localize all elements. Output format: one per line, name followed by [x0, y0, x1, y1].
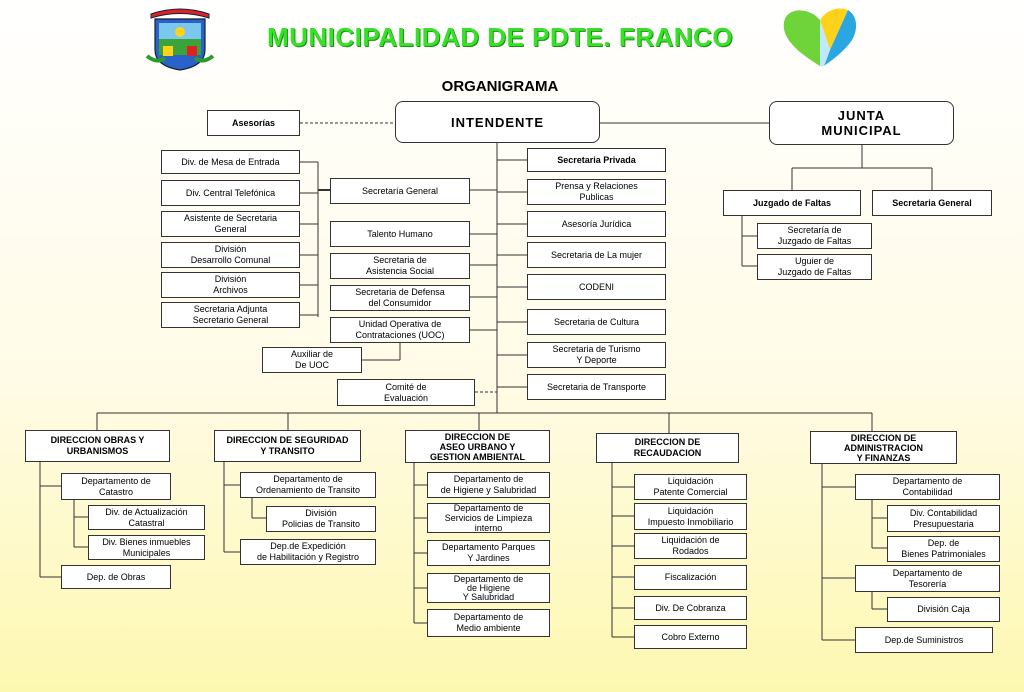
- junta-secretaria-general-box: Secretaria General: [872, 190, 992, 216]
- direction-2-item-3: Dep.de Expedición de Habilitación y Registro: [240, 539, 376, 565]
- direction-3-item-3: Departamento Parques Y Jardines: [427, 540, 550, 566]
- direction-4-item-2: Liquidación Impuesto Inmobiliario: [634, 503, 747, 530]
- direction-4-item-5: Div. De Cobranza: [634, 596, 747, 620]
- center-left-box-5: Unidad Operativa de Contrataciones (UOC): [330, 317, 470, 343]
- direction-4-title: DIRECCION DE RECAUDACION: [596, 433, 739, 463]
- center-right-box-1: Secretaria Privada: [527, 148, 666, 172]
- direction-5-title: DIRECCION DE ADMINISTRACION Y FINANZAS: [810, 431, 957, 464]
- direction-3-item-1: Departamento de de Higiene y Salubridad: [427, 472, 550, 498]
- left-box-5: División Archivos: [161, 272, 300, 298]
- direction-1-item-3: Div. Bienes inmuebles Municipales: [88, 535, 205, 560]
- left-box-2: Div. Central Telefónica: [161, 180, 300, 206]
- direction-3-item-5: Departamento de Medio ambiente: [427, 609, 550, 637]
- direction-2-item-1: Departamento de Ordenamiento de Transito: [240, 472, 376, 498]
- direction-3-item-2: Departamento de Servicios de Limpieza interno: [427, 503, 550, 533]
- direction-4-item-6: Cobro Externo: [634, 625, 747, 649]
- direction-1-item-2: Div. de Actualización Catastral: [88, 505, 205, 530]
- asesorias-box: Asesorías: [207, 110, 300, 136]
- direction-3-item-4: Departamento de de Higiene Y Salubridad: [427, 573, 550, 603]
- direction-3-title: DIRECCION DE ASEO URBANO Y GESTION AMBIENTAL: [405, 430, 550, 463]
- left-box-4: División Desarrollo Comunal: [161, 242, 300, 268]
- direction-5-item-2: Div. Contabilidad Presupuestaria: [887, 505, 1000, 532]
- center-right-box-7: Secretaria de Turismo Y Deporte: [527, 342, 666, 368]
- auxiliar-uoc-box: Auxiliar de De UOC: [262, 347, 362, 373]
- center-right-box-2: Prensa y Relaciones Publicas: [527, 179, 666, 205]
- direction-1-item-4: Dep. de Obras: [61, 565, 171, 589]
- junta-municipal-box: JUNTA MUNICIPAL: [769, 101, 954, 145]
- municipal-shield-logo: [145, 6, 215, 72]
- left-box-1: Div. de Mesa de Entrada: [161, 150, 300, 174]
- direction-1-item-1: Departamento de Catastro: [61, 473, 171, 500]
- center-right-box-8: Secretaria de Transporte: [527, 374, 666, 400]
- left-box-6: Secretaria Adjunta Secretario General: [161, 302, 300, 328]
- center-left-box-4: Secretaria de Defensa del Consumidor: [330, 285, 470, 311]
- direction-5-item-3: Dep. de Bienes Patrimoniales: [887, 536, 1000, 562]
- direction-2-title: DIRECCION DE SEGURIDAD Y TRANSITO: [214, 430, 361, 462]
- direction-2-item-2: División Policias de Transito: [266, 506, 376, 532]
- center-left-box-2: Talento Humano: [330, 221, 470, 247]
- chart-subtitle: ORGANIGRAMA: [441, 78, 559, 95]
- direction-5-item-4: Departamento de Tesorería: [855, 565, 1000, 592]
- juzgado-faltas-box: Juzgado de Faltas: [723, 190, 861, 216]
- center-right-box-3: Asesoría Jurídica: [527, 211, 666, 237]
- page-title: MUNICIPALIDAD DE PDTE. FRANCO: [266, 22, 734, 52]
- comite-evaluacion-box: Comité de Evaluación: [337, 379, 475, 406]
- left-box-3: Asistente de Secretaria General: [161, 211, 300, 237]
- direction-5-item-1: Departamento de Contabilidad: [855, 474, 1000, 500]
- center-left-box-3: Secretaria de Asistencia Social: [330, 253, 470, 279]
- direction-1-title: DIRECCION OBRAS Y URBANISMOS: [25, 430, 170, 462]
- secretaria-juzgado-box: Secretaría de Juzgado de Faltas: [757, 223, 872, 249]
- direction-4-item-1: Liquidación Patente Comercial: [634, 474, 747, 500]
- heart-logo: [780, 4, 860, 70]
- uguier-juzgado-box: Uguier de Juzgado de Faltas: [757, 254, 872, 280]
- center-right-box-4: Secretaria de La mujer: [527, 242, 666, 268]
- direction-5-item-6: Dep.de Suministros: [855, 627, 993, 653]
- center-right-box-6: Secretaria de Cultura: [527, 309, 666, 335]
- direction-5-item-5: División Caja: [887, 597, 1000, 622]
- center-left-box-1: Secretaría General: [330, 178, 470, 204]
- direction-4-item-3: Liquidación de Rodados: [634, 533, 747, 559]
- intendente-box: INTENDENTE: [395, 101, 600, 143]
- direction-4-item-4: Fiscalización: [634, 565, 747, 590]
- center-right-box-5: CODENI: [527, 274, 666, 300]
